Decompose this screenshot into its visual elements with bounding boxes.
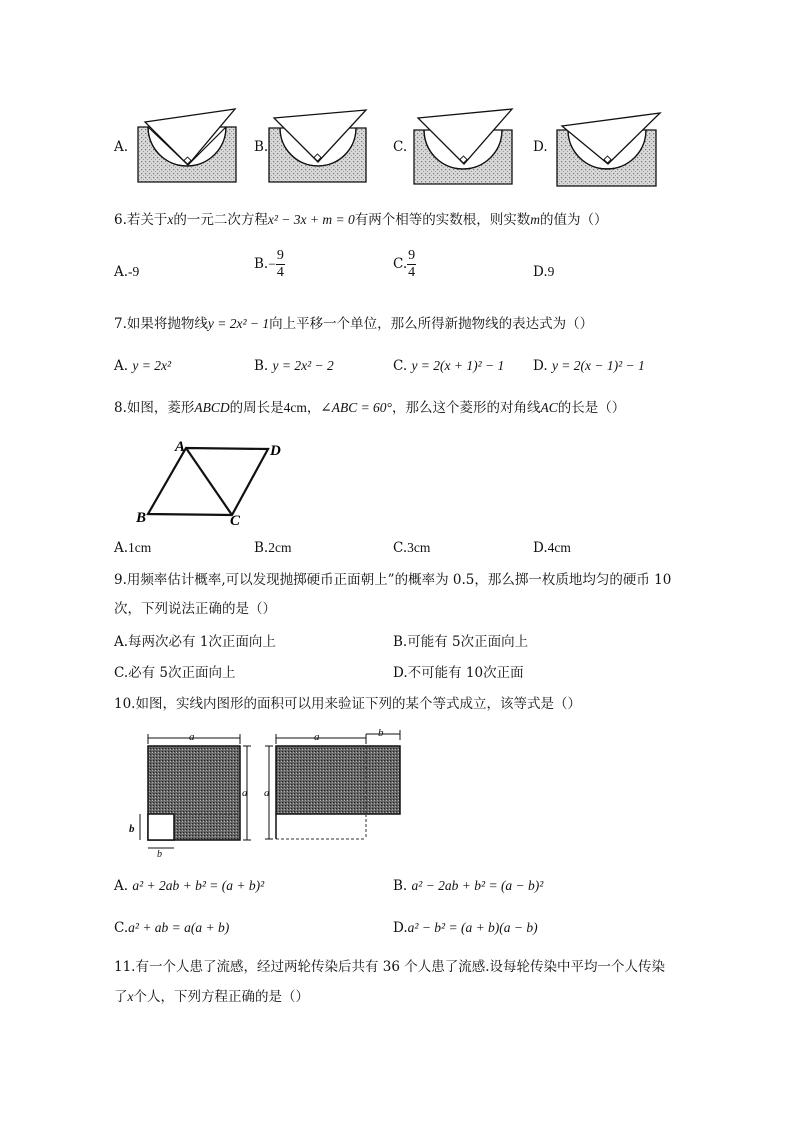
vertex-a: A: [175, 439, 186, 455]
q5-figure-b: [269, 110, 366, 182]
q10-left-label-b-bottom: b: [157, 849, 162, 859]
q10-left-label-a-side: a: [242, 787, 248, 799]
q9-option-d: D.不可能有 10次正面: [393, 665, 524, 681]
q10-option-b: B. a² − 2ab + b² = (a − b)²: [393, 878, 544, 894]
vertex-c: C: [230, 513, 241, 529]
q5-option-c-label: C.: [393, 139, 408, 155]
q7-option-b: B. y = 2x² − 2: [254, 358, 334, 374]
vertex-b: B: [136, 510, 147, 526]
q10-left-label-a-top: a: [189, 731, 195, 743]
q5-option-b-label: B.: [254, 139, 269, 155]
q5-option-a-label: A.: [114, 139, 129, 155]
q10-right-label-a-top: a: [314, 731, 320, 743]
q9-stem-line2: 次，下列说法正确的是（）: [114, 601, 276, 617]
q9-option-a: A.每两次必有 1次正面向上: [114, 634, 276, 650]
q7-stem: 7.如果将抛物线y = 2x² − 1向上平移一个单位，那么所得新抛物线的表达式为（）: [114, 316, 594, 332]
q10-right-figure: [264, 727, 400, 839]
q10-option-c: C.a² + ab = a(a + b): [114, 920, 230, 936]
q10-left-label-b-side: b: [129, 823, 135, 835]
q7-option-d: D. y = 2(x − 1)² − 1: [533, 358, 645, 374]
q10-option-d: D.a² − b² = (a + b)(a − b): [393, 920, 538, 936]
q11-stem-line2: 了x个人，下列方程正确的是（）: [114, 989, 309, 1005]
q10-figure: [126, 724, 406, 859]
q6-option-c: C. $\frac{9}{4}$: [393, 248, 416, 280]
q11-stem-line1: 11.有一个人患了流感，经过两轮传染后共有 36 个人患了流感.设每轮传染中平均一个人传染: [114, 959, 666, 975]
q5-figure-d: [557, 113, 660, 186]
q10-stem: 10.如图，实线内图形的面积可以用来验证下列的某个等式成立，该等式是（）: [114, 696, 581, 712]
q9-option-b: B.可能有 5次正面向上: [393, 634, 529, 650]
q8-option-c: C.3cm: [393, 540, 431, 556]
q6-option-a: A.-9: [114, 264, 140, 280]
q6-option-b: B.− $\frac{9}{4}$: [254, 248, 284, 280]
q9-option-c: C.必有 5次正面向上: [114, 665, 236, 681]
q8-stem: 8.如图，菱形ABCD的周长是4cm，∠ABC = 60°，那么这个菱形的对角线AC的长是（）: [114, 400, 626, 416]
q9-stem-line1: 9.用频率估计概率,可以发现抛掷硬币正面朝上”的概率为 0.5，那么掷一枚质地均匀的硬币 10: [114, 572, 672, 588]
q8-option-b: B.2cm: [254, 540, 292, 556]
q8-rhombus-figure: [130, 436, 290, 531]
q6-stem: 6.若关于x的一元二次方程x² − 3x + m = 0有两个相等的实数根，则实数m的值为（）: [114, 212, 608, 228]
q10-left-figure: [129, 731, 251, 859]
q8-option-a: A.1cm: [114, 540, 152, 556]
q10-option-a: A. a² + 2ab + b² = (a + b)²: [114, 878, 265, 894]
q5-figures: [0, 0, 794, 200]
q5-figure-c: [414, 109, 512, 184]
q7-option-a: A. y = 2x²: [114, 358, 171, 374]
q10-right-label-b-top: b: [378, 727, 384, 739]
diagonal-ac: [186, 448, 232, 515]
q5-figure-a: [138, 109, 236, 182]
q8-option-d: D.4cm: [533, 540, 571, 556]
q5-option-d-label: D.: [533, 139, 548, 155]
vertex-d: D: [270, 443, 281, 459]
q6-option-d: D.9: [533, 264, 555, 280]
q7-option-c: C. y = 2(x + 1)² − 1: [393, 358, 505, 374]
q10-right-label-a-side: a: [264, 787, 270, 799]
